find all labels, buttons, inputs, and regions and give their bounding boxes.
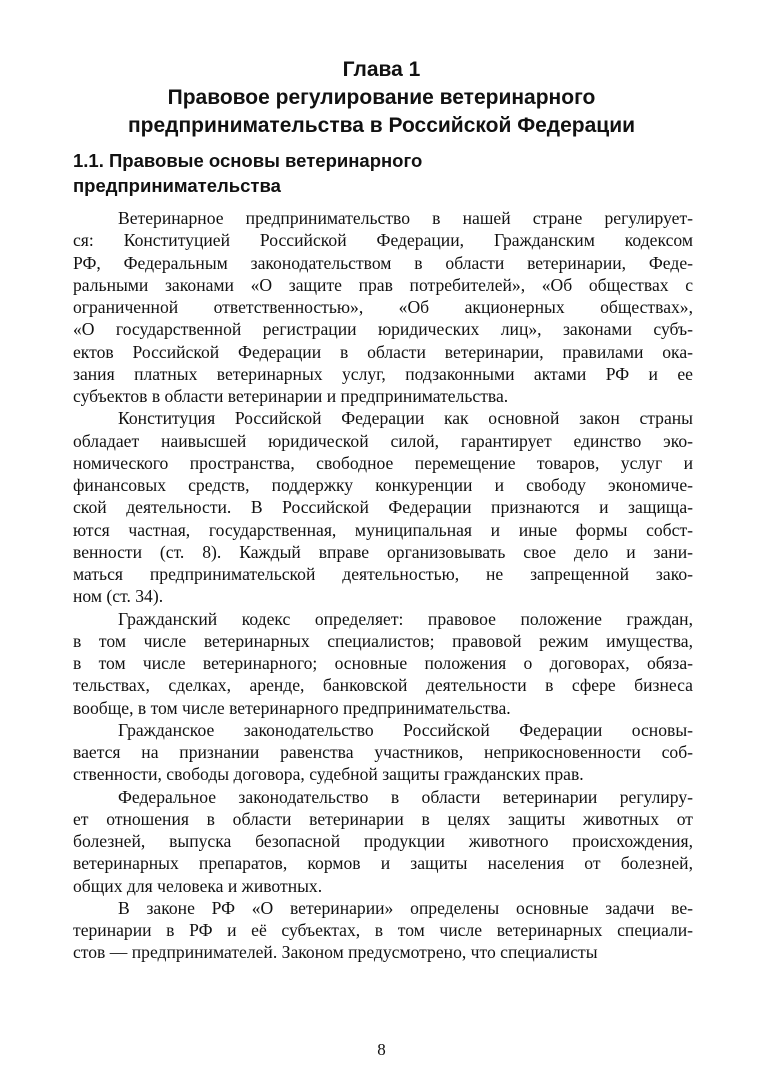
- section-title-line: предпринимательства: [73, 175, 281, 196]
- paragraph-line: тельствах, сделках, аренде, банковской деятельности в сфере бизнеса: [73, 675, 693, 696]
- body-text: [73, 207, 693, 964]
- paragraph-line: ральными законами «О защите прав потребителей», «Об обществах с: [73, 274, 693, 295]
- section-heading: [73, 148, 693, 198]
- paragraph: [73, 786, 693, 897]
- chapter-title-line: Правовое регулирование ветеринарного: [167, 86, 596, 109]
- paragraph-line: болезней, выпуска безопасной продукции животного происхождения,: [73, 831, 693, 851]
- paragraph-line: субъектов в области ветеринарии и предпринимательства.: [73, 386, 509, 406]
- paragraph-line: теринарии в РФ и её субъектах, в том числе ветеринарных специали-: [73, 920, 693, 940]
- paragraph-line: в том числе ветеринарных специалистов; правовой режим имущества,: [73, 630, 693, 651]
- paragraph-line: РФ, Федеральным законодательством в области ветеринарии, Феде-: [73, 252, 693, 273]
- paragraph-line: ются частная, государственная, муниципальная и иные формы собст-: [73, 519, 693, 540]
- paragraph-line: вается на признании равенства участников, неприкосновенности соб-: [73, 742, 693, 762]
- paragraph-line: в том числе ветеринарного; основные положения о договорах, обяза-: [73, 653, 693, 673]
- paragraph-line: ограниченной ответственностью», «Об акционерных обществах»,: [73, 297, 693, 317]
- paragraph: [73, 608, 693, 719]
- paragraph-line: «О государственной регистрации юридических лиц», законами субъ-: [73, 319, 693, 340]
- paragraph-line: Конституция Российской Федерации как основной закон страны: [118, 408, 693, 429]
- paragraph-line: маться предпринимательской деятельностью, не запрещенной зако-: [73, 564, 693, 584]
- paragraph-line: ской деятельности. В Российской Федерации признаются и защища-: [73, 497, 693, 518]
- paragraph-line: ет отношения в области ветеринарии в целях защиты животных от: [73, 808, 693, 829]
- paragraph-line: стов — предпринимателей. Законом предусмотрено, что специалисты: [73, 942, 598, 963]
- paragraph-line: номического пространства, свободное перемещение товаров, услуг и: [73, 452, 693, 473]
- paragraph-line: Гражданский кодекс определяет: правовое положение граждан,: [118, 608, 693, 629]
- paragraph-line: ектов Российской Федерации в области ветеринарии, правилами ока-: [73, 341, 693, 362]
- paragraph-line: ном (ст. 34).: [73, 586, 164, 607]
- paragraph-line: Гражданское законодательство Российской Федерации основы-: [118, 719, 693, 740]
- chapter-heading: [60, 56, 703, 140]
- paragraph: [73, 719, 693, 786]
- paragraph-line: вообще, в том числе ветеринарного предпринимательства.: [73, 697, 511, 718]
- paragraph-line: ся: Конституцией Российской Федерации, Гражданским кодексом: [73, 230, 693, 251]
- paragraph-line: обладает наивысшей юридической силой, гарантирует единство эко-: [73, 430, 693, 451]
- paragraph-line: общих для человека и животных.: [73, 875, 323, 896]
- paragraph-line: зания платных ветеринарных услуг, подзаконными актами РФ и ее: [73, 363, 693, 384]
- paragraph-line: В законе РФ «О ветеринарии» определены основные задачи ве-: [118, 897, 693, 918]
- paragraph-line: ственности, свободы договора, судебной защиты гражданских прав.: [73, 764, 584, 785]
- paragraph-line: Ветеринарное предпринимательство в нашей стране регулирует-: [118, 208, 693, 228]
- section-title-line: 1.1. Правовые основы ветеринарного: [73, 150, 423, 171]
- paragraph: [73, 897, 693, 964]
- chapter-title-line: предпринимательства в Российской Федерации: [127, 114, 636, 137]
- paragraph-line: Федеральное законодательство в области ветеринарии регулиру-: [118, 786, 693, 807]
- paragraph: [73, 407, 693, 607]
- page-number: 8: [377, 1040, 386, 1059]
- paragraph-line: ветеринарных препаратов, кормов и защиты населения от болезней,: [73, 853, 693, 874]
- paragraph-line: финансовых средств, поддержку конкуренции и свободу экономиче-: [73, 475, 693, 495]
- chapter-number: Глава 1: [342, 58, 421, 81]
- paragraph: [73, 207, 693, 407]
- paragraph-line: венности (ст. 8). Каждый вправе организовывать свое дело и зани-: [73, 541, 693, 562]
